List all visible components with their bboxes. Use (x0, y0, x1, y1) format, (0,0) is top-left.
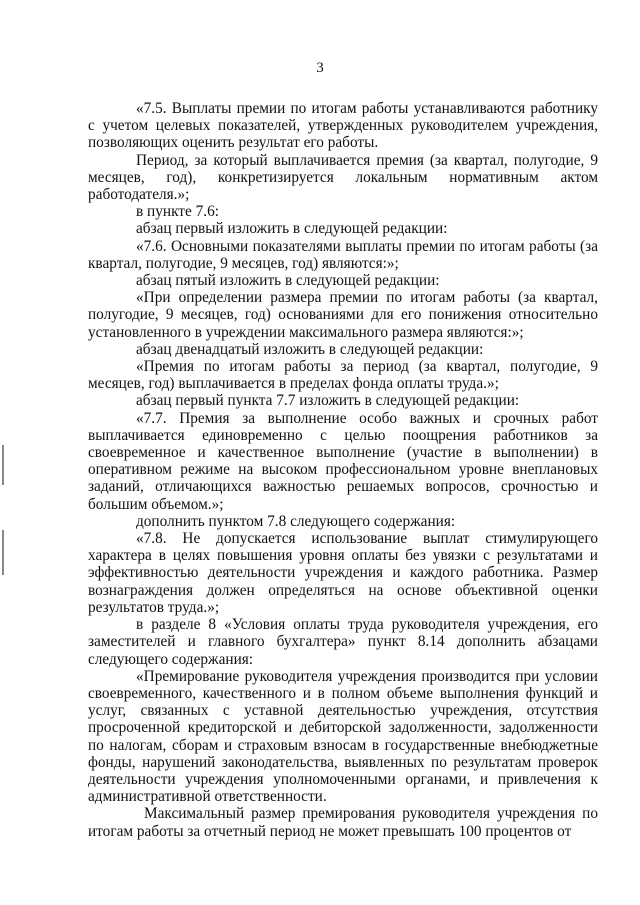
paragraph-instruction: абзац первый изложить в следующей редакции: (136, 220, 448, 238)
paragraph-head-bonus: «Премирование руководителя учреждения производится при условии своевременного, качественного и в полном объеме выполнения функций и услуг, связанных с уставной деятельностью учреждения, отсутствия просроченной кредиторской и дебиторской задолженности, задолженности по налогам, сборам и страховым взносам в государственные внебюджетные фонды, нарушений законодательства, выявленных по результатам проверок деятельности учреждения уполномоченными органами, и привлечения к административной ответственности. (88, 667, 598, 806)
paragraph-instruction: дополнить пунктом 7.8 следующего содержания: (136, 512, 456, 530)
paragraph-section-8: в разделе 8 «Условия оплаты труда руководителя учреждения, его заместителей и главного бухгалтера» пункт 8.14 дополнить абзацами следующего содержания: (88, 616, 598, 668)
paragraph-instruction: абзац двенадцатый изложить в следующей редакции: (136, 340, 484, 358)
paragraph-7-7: «7.7. Премия за выполнение особо важных и срочных работ выплачивается единовременно с целью поощрения работников за своевременное и качественное выполнение (участие в выполнении) в оперативном режиме на высоком профессиональном уровне внеплановых заданий, отличающихся важностью решаемых вопросов, срочностью и большим объемом.»; (88, 409, 598, 513)
document-body (88, 100, 598, 840)
scan-edge-mark (2, 530, 4, 575)
paragraph-premium-determination: «При определении размера премии по итогам работы (за квартал, полугодие, 9 месяцев, год) основаниями для его понижения относительно установленного в учреждении максимального размера являются:»; (88, 289, 598, 341)
scan-edge-mark (2, 445, 4, 485)
paragraph-instruction: абзац пятый изложить в следующей редакции: (136, 272, 440, 290)
paragraph-7-5: «7.5. Выплаты премии по итогам работы устанавливаются работнику с учетом целевых показателей, утвержденных руководителем учреждения, позволяющих оценить результат его работы. (88, 100, 598, 152)
paragraph-point-7-6: в пункте 7.6: (136, 203, 219, 221)
paragraph-premium-fund: «Премия по итогам работы за период (за квартал, полугодие, 9 месяцев, год) выплачивается в пределах фонда оплаты труда.»; (88, 358, 598, 393)
page-number: 3 (316, 60, 324, 76)
paragraph-max-bonus: Максимальный размер премирования руководителя учреждения по итогам работы за отчетный период не может превышать 100 процентов от (88, 805, 598, 840)
paragraph-period: Период, за который выплачивается премия (за квартал, полугодие, 9 месяцев, год), конкретизируется локальным нормативным актом работодателя.»; (88, 151, 598, 204)
paragraph-instruction: абзац первый пункта 7.7 изложить в следующей редакции: (136, 392, 520, 410)
paragraph-7-8: «7.8. Не допускается использование выплат стимулирующего характера в целях повышения уровня оплаты без увязки с результатами и эффективностью деятельности учреждения и каждого работника. Размер вознаграждения должен определяться на основе объективной оценки результатов труда.»; (88, 530, 598, 616)
paragraph-7-6: «7.6. Основными показателями выплаты премии по итогам работы (за квартал, полугодие, 9 месяцев, год) являются:»; (88, 237, 598, 272)
